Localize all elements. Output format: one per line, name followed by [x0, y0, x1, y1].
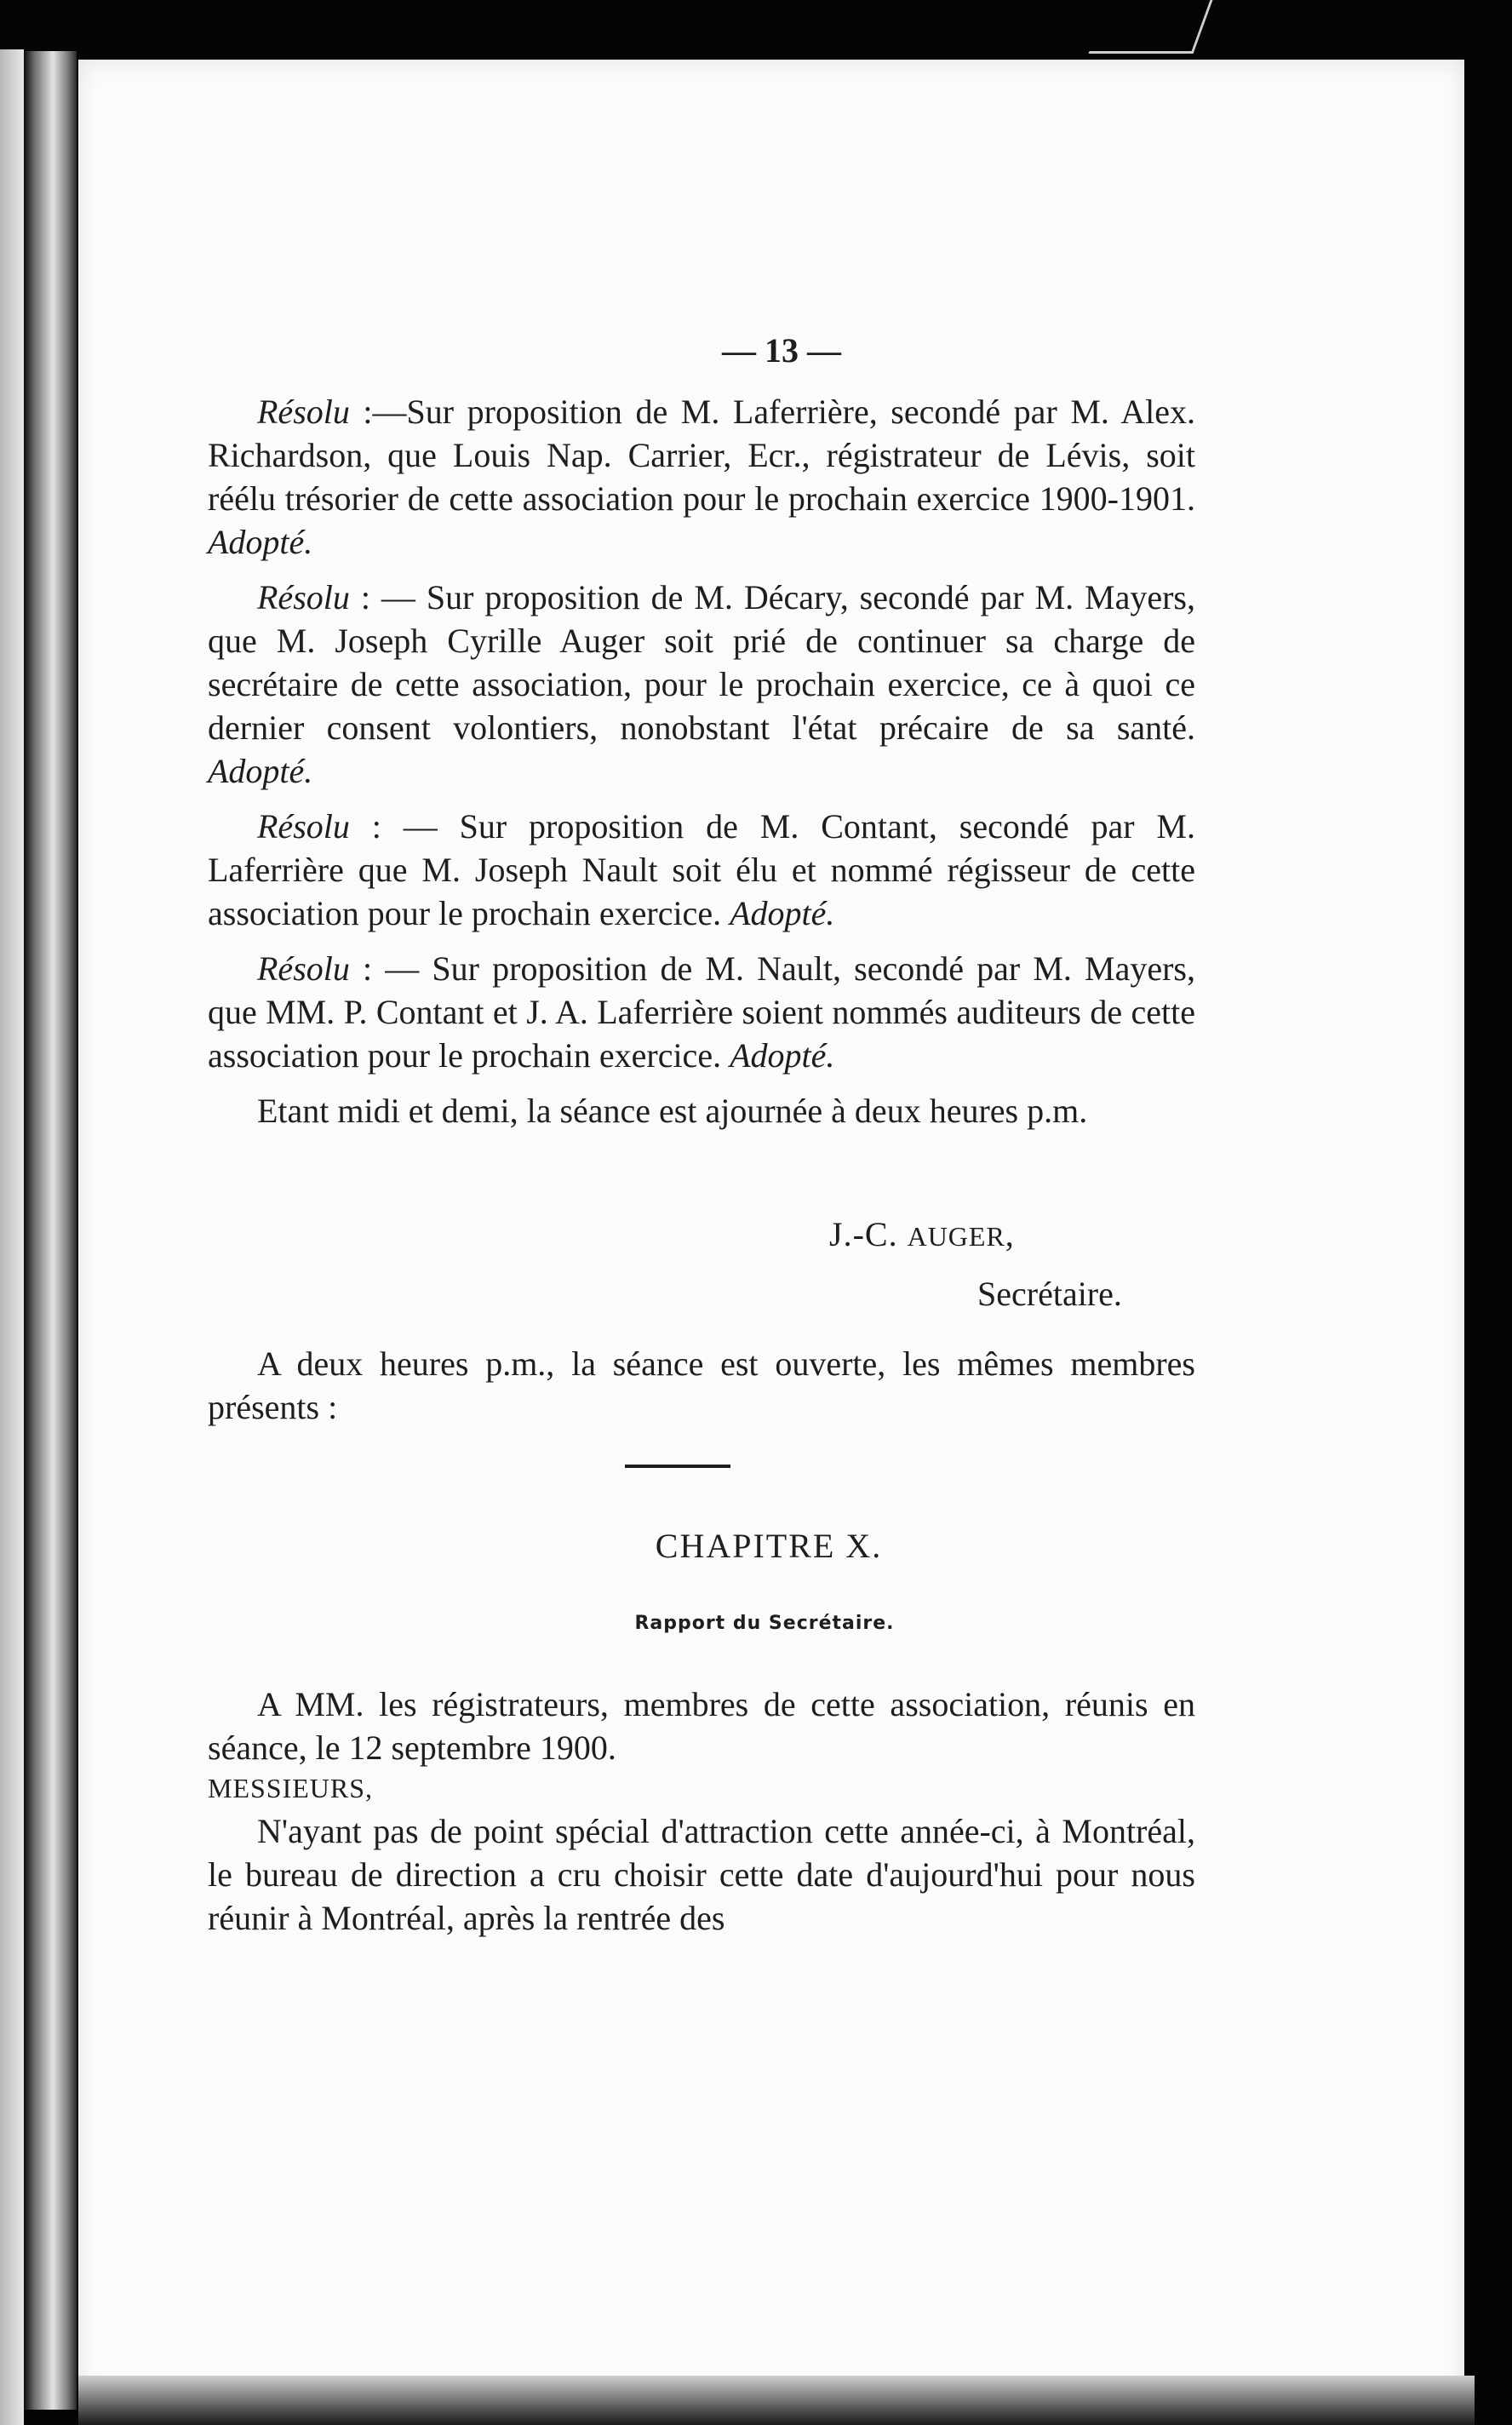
adopted-label: Adopté.	[208, 523, 313, 561]
afternoon-block	[208, 1342, 1195, 1441]
resolution-paragraph	[208, 947, 1195, 1077]
section-divider	[625, 1465, 730, 1468]
page-number: — 13 —	[722, 331, 841, 370]
resolution-paragraph	[208, 390, 1195, 564]
resolution-lead: Résolu	[257, 949, 350, 988]
resolution-lead: Résolu	[257, 578, 350, 616]
resolution-text: :—Sur proposition de M. Laferrière, secondé par M. Alex. Richardson, que Louis Nap. Carrier, Ecr., régistrateur de Lévis, soit réélu trésorier de cette association pour le prochain exercice 1900-1901.	[208, 393, 1195, 518]
resolution-paragraph	[208, 576, 1195, 793]
resolutions-block	[208, 390, 1195, 1132]
scan-artifact	[1089, 0, 1213, 54]
adopted-label: Adopté.	[730, 1036, 835, 1075]
resolution-lead: Résolu	[257, 807, 350, 846]
resolution-text: : — Sur proposition de M. Décary, secondé par M. Mayers, que M. Joseph Cyrille Auger soit prié de continuer sa charge de secrétaire de cette association, pour le prochain exercice, ce à quoi ce dernier consent volontiers, nonobstant l'état précaire de sa santé.	[208, 578, 1195, 747]
resolution-text: : — Sur proposition de M. Contant, secondé par M. Laferrière que M. Joseph Nault soit élu et nommé régisseur de cette association pour le prochain exercice.	[208, 807, 1195, 932]
adopted-label: Adopté.	[730, 894, 835, 932]
left-page-edge	[0, 49, 24, 2425]
signature-surname: AUGER	[907, 1221, 1005, 1252]
page-right-edge	[1464, 119, 1512, 2425]
signature-name	[829, 1214, 1015, 1254]
chapter-title: CHAPITRE X.	[655, 1527, 883, 1565]
book-spine	[24, 51, 77, 2410]
signature-initials: J.-C.	[829, 1215, 908, 1253]
resolution-lead: Résolu	[257, 393, 350, 431]
adopted-label: Adopté.	[208, 752, 313, 790]
salutation: MESSIEURS,	[208, 1773, 374, 1803]
resolution-paragraph	[208, 805, 1195, 935]
signature-comma: ,	[1005, 1215, 1015, 1253]
resolution-text: : — Sur proposition de M. Nault, secondé par M. Mayers, que MM. P. Contant et J. A. Laferrière soient nommés auditeurs de cette association pour le prochain exercice.	[208, 949, 1195, 1075]
report-block	[208, 1683, 1195, 1952]
address-paragraph: A MM. les régistrateurs, membres de cette association, réunis en séance, le 12 septembre 1900.	[208, 1685, 1195, 1767]
page-bottom-edge	[78, 2376, 1475, 2425]
report-opening-paragraph: N'ayant pas de point spécial d'attraction cette année-ci, à Montréal, le bureau de direction a cru choisir cette date d'aujourd'hui pour nous réunir à Montréal, après la rentrée des	[208, 1812, 1195, 1937]
afternoon-paragraph: A deux heures p.m., la séance est ouverte, les mêmes membres présents :	[208, 1344, 1195, 1426]
signature-title: Secrétaire.	[977, 1275, 1122, 1313]
adjournment-paragraph: Etant midi et demi, la séance est ajournée à deux heures p.m.	[257, 1092, 1088, 1130]
section-title: Rapport du Secrétaire.	[634, 1613, 895, 1634]
